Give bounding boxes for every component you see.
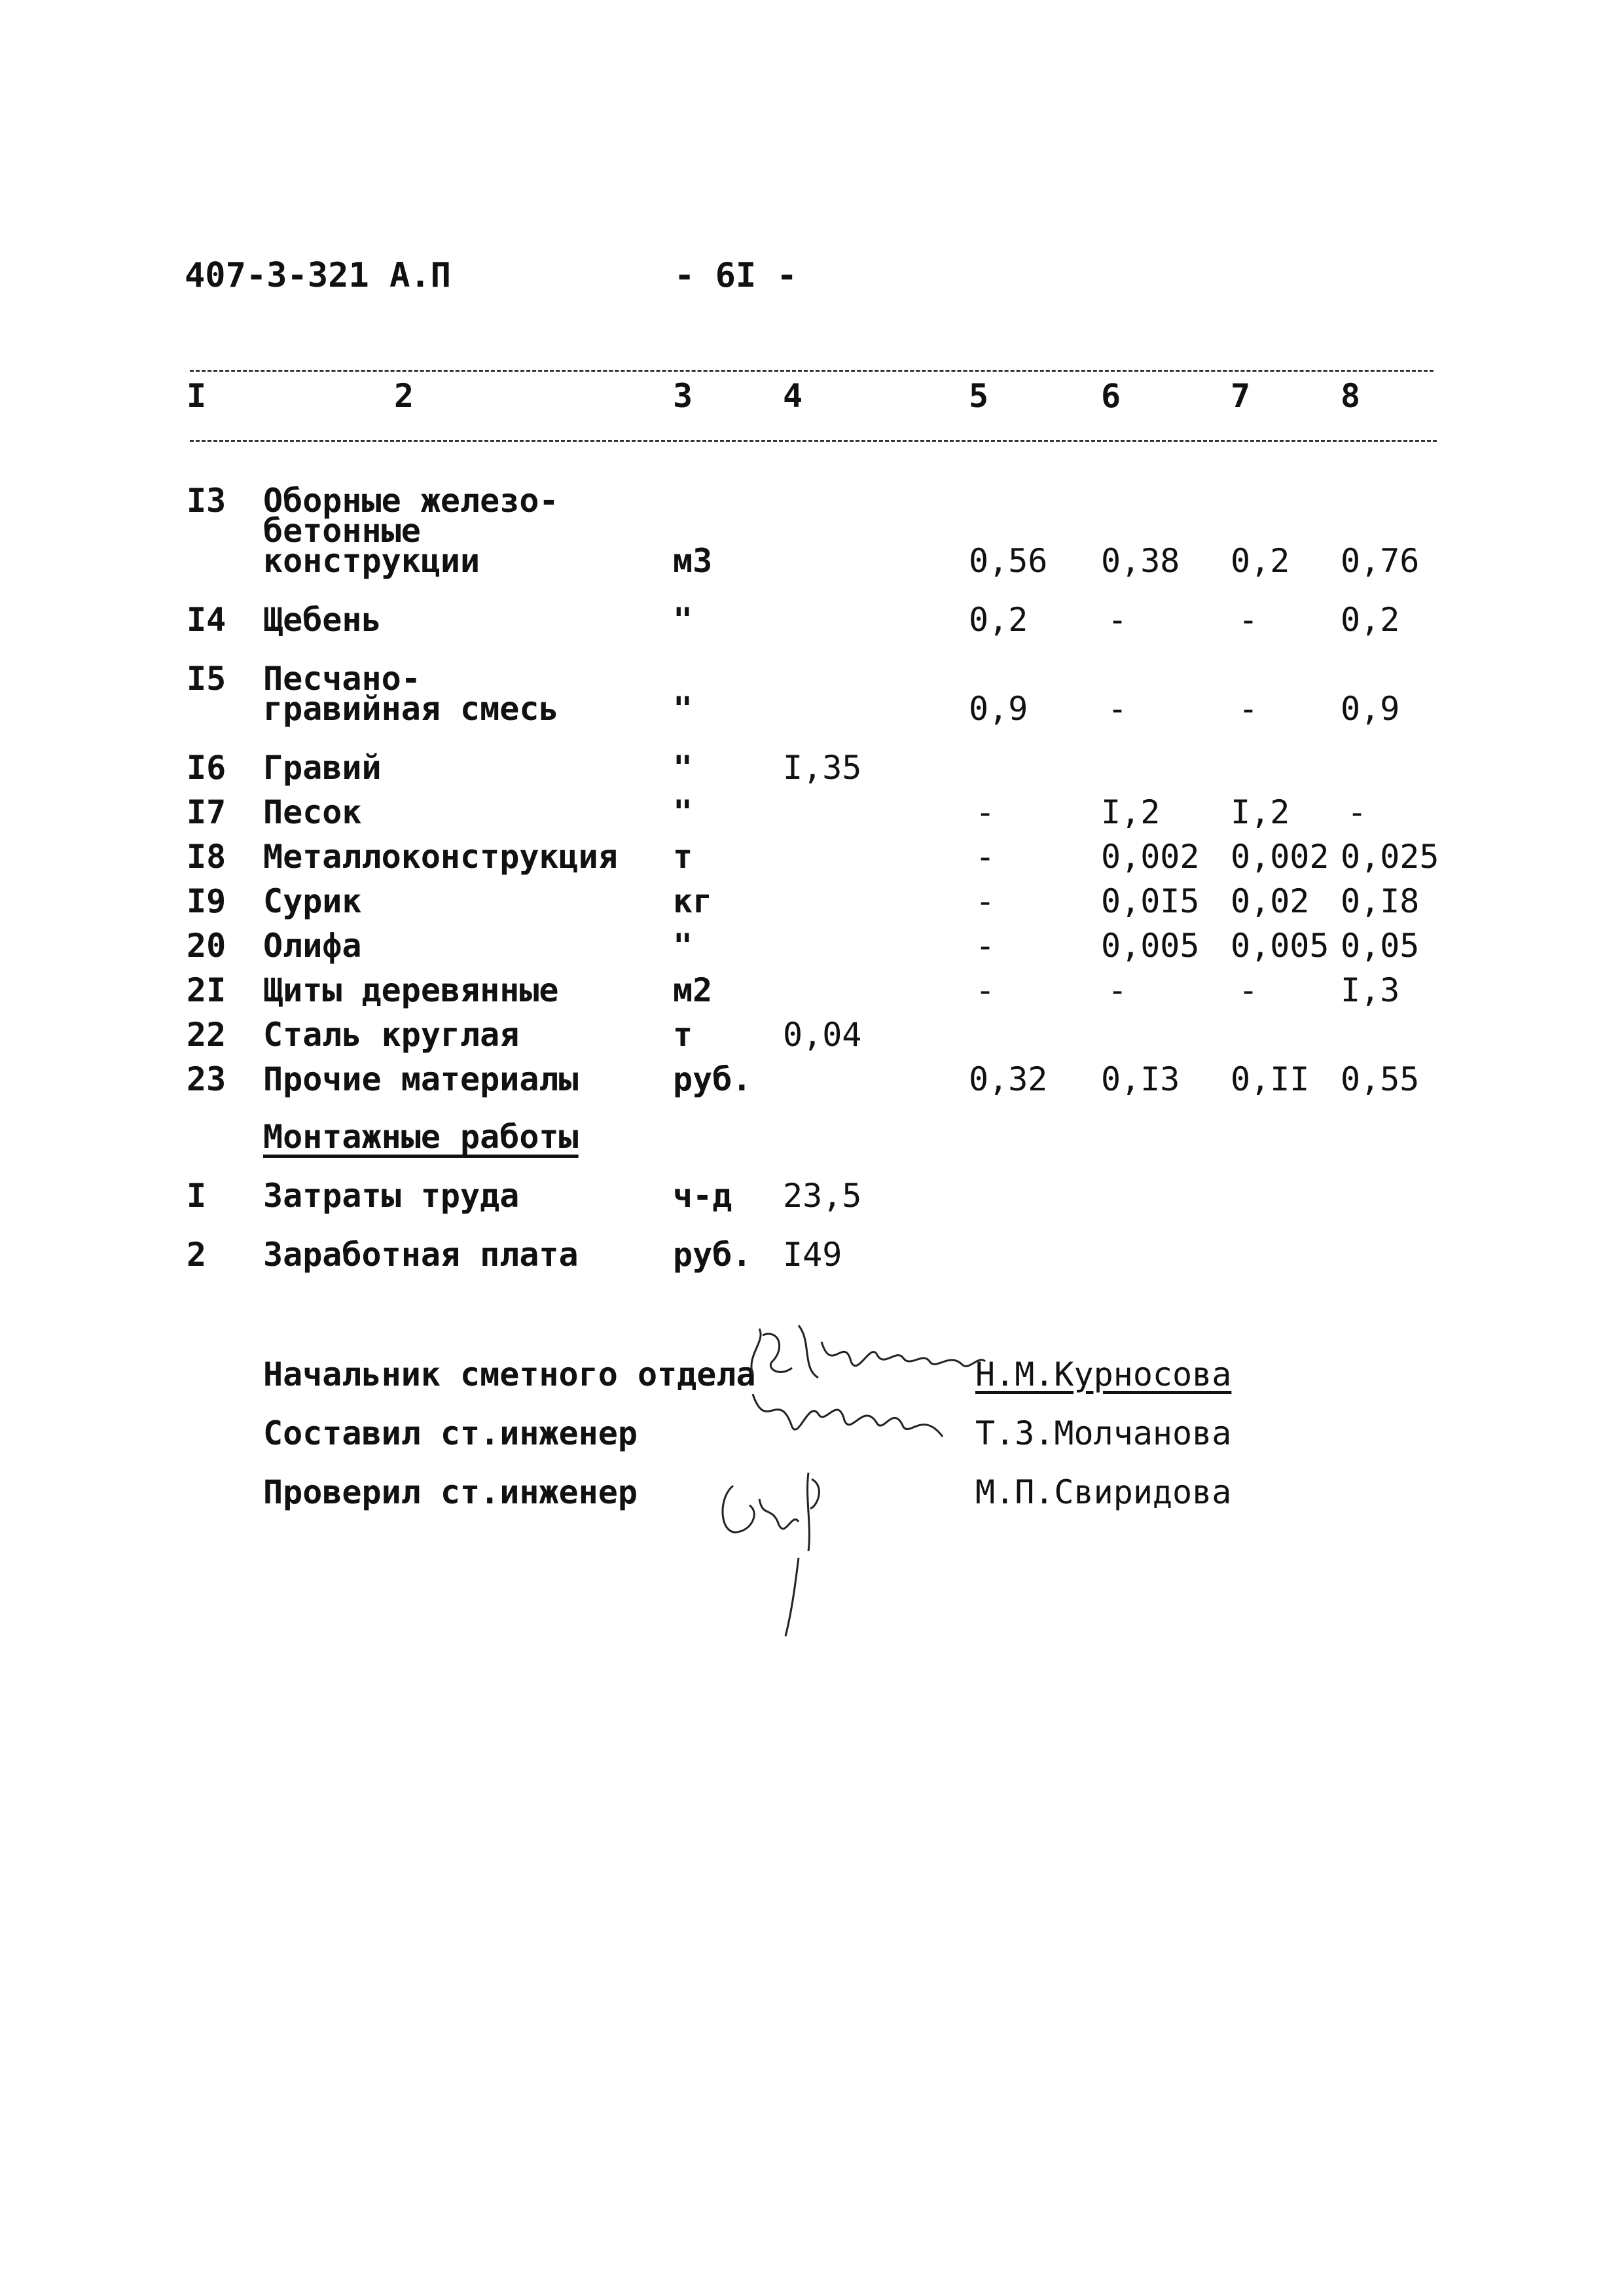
- row-col5: 0,32: [969, 1060, 1048, 1098]
- row-col5: -: [975, 838, 996, 876]
- row-col7: -: [1238, 601, 1259, 639]
- row-col6: -: [1108, 690, 1128, 728]
- row-name-line: Сурик: [263, 882, 362, 920]
- row-number: I: [187, 1177, 207, 1215]
- row-col7: 0,002: [1231, 838, 1329, 876]
- row-unit: т: [673, 1016, 693, 1054]
- signature-name: М.П.Свиридова: [975, 1473, 1232, 1511]
- row-col6: I,2: [1101, 793, 1161, 831]
- row-name-line: Песчано-: [263, 660, 421, 698]
- column-header-6: 6: [1101, 377, 1121, 415]
- row-number: 23: [187, 1060, 226, 1098]
- row-col8: -: [1347, 793, 1367, 831]
- row-unit: ": [673, 690, 693, 728]
- row-unit: м3: [673, 542, 713, 580]
- row-name-line: Олифа: [263, 927, 362, 965]
- row-name-line: Песок: [263, 793, 362, 831]
- row-col8: 0,05: [1341, 927, 1420, 965]
- row-unit: ": [673, 601, 693, 639]
- row-unit: ": [673, 749, 693, 787]
- row-name-line: гравийная смесь: [263, 690, 559, 728]
- section-title: Монтажные работы: [263, 1118, 579, 1156]
- column-header-4: 4: [783, 377, 803, 415]
- row-col5: -: [975, 882, 996, 920]
- row-col5: 0,9: [969, 690, 1028, 728]
- signature-role: Составил ст.инженер: [263, 1414, 638, 1452]
- row-col7: 0,005: [1231, 927, 1329, 965]
- row-unit: ": [673, 927, 693, 965]
- column-header-8: 8: [1341, 377, 1361, 415]
- row-col6: 0,38: [1101, 542, 1180, 580]
- row-number: I3: [187, 482, 226, 520]
- table-header-bottom-rule: [190, 440, 1437, 442]
- row-number: I9: [187, 882, 226, 920]
- row-col4: I49: [783, 1236, 842, 1274]
- row-unit: руб.: [673, 1236, 752, 1274]
- row-number: 22: [187, 1016, 226, 1054]
- row-col8: 0,2: [1341, 601, 1400, 639]
- row-col7: 0,02: [1231, 882, 1310, 920]
- row-col7: -: [1238, 971, 1259, 1009]
- row-name-line: Затраты труда: [263, 1177, 520, 1215]
- table-top-rule: [190, 370, 1434, 372]
- column-header-3: 3: [673, 377, 693, 415]
- row-name-line: Заработная плата: [263, 1236, 579, 1274]
- row-col4: I,35: [783, 749, 862, 787]
- column-header-5: 5: [969, 377, 989, 415]
- signature-name: Т.З.Молчанова: [975, 1414, 1232, 1452]
- row-col6: 0,0I5: [1101, 882, 1200, 920]
- row-col8: 0,025: [1341, 838, 1439, 876]
- row-col8: 0,I8: [1341, 882, 1420, 920]
- document-code: 407-3-321 А.П: [185, 256, 451, 295]
- row-unit: руб.: [673, 1060, 752, 1098]
- row-col6: -: [1108, 971, 1128, 1009]
- handwritten-signature-3: [713, 1460, 844, 1656]
- row-col5: -: [975, 793, 996, 831]
- page-number: - 6I -: [674, 256, 797, 295]
- row-name-line: Щиты деревянные: [263, 971, 559, 1009]
- row-col8: I,3: [1341, 971, 1400, 1009]
- row-col7: -: [1238, 690, 1259, 728]
- row-name-line: Прочие материалы: [263, 1060, 579, 1098]
- signature-name: Н.М.Курносова: [975, 1355, 1232, 1393]
- column-header-1: I: [187, 377, 207, 415]
- row-number: I8: [187, 838, 226, 876]
- row-col7: 0,2: [1231, 542, 1290, 580]
- row-number: I6: [187, 749, 226, 787]
- row-col6: 0,005: [1101, 927, 1200, 965]
- signature-role: Начальник сметного отдела: [263, 1355, 756, 1393]
- row-col4: 23,5: [783, 1177, 862, 1215]
- column-header-7: 7: [1231, 377, 1251, 415]
- row-name-line: Сталь круглая: [263, 1016, 520, 1054]
- row-col4: 0,04: [783, 1016, 862, 1054]
- row-col8: 0,9: [1341, 690, 1400, 728]
- row-name-line: конструкции: [263, 542, 480, 580]
- row-col5: -: [975, 971, 996, 1009]
- row-col5: 0,56: [969, 542, 1048, 580]
- row-col6: 0,I3: [1101, 1060, 1180, 1098]
- row-col7: 0,II: [1231, 1060, 1310, 1098]
- handwritten-signature-2: [746, 1374, 949, 1446]
- row-name-line: Оборные железо-: [263, 482, 559, 520]
- row-unit: ч-д: [673, 1177, 732, 1215]
- row-number: 20: [187, 927, 226, 965]
- row-number: I5: [187, 660, 226, 698]
- row-col8: 0,76: [1341, 542, 1420, 580]
- row-col7: I,2: [1231, 793, 1290, 831]
- row-unit: м2: [673, 971, 713, 1009]
- row-col8: 0,55: [1341, 1060, 1420, 1098]
- row-unit: т: [673, 838, 693, 876]
- row-number: I4: [187, 601, 226, 639]
- row-col5: -: [975, 927, 996, 965]
- row-col5: 0,2: [969, 601, 1028, 639]
- row-number: 2I: [187, 971, 226, 1009]
- row-name-line: бетонные: [263, 512, 421, 550]
- row-unit: кг: [673, 882, 713, 920]
- row-number: 2: [187, 1236, 207, 1274]
- signature-role: Проверил ст.инженер: [263, 1473, 638, 1511]
- row-col6: 0,002: [1101, 838, 1200, 876]
- row-col6: -: [1108, 601, 1128, 639]
- row-name-line: Щебень: [263, 601, 382, 639]
- column-header-2: 2: [394, 377, 414, 415]
- row-unit: ": [673, 793, 693, 831]
- row-number: I7: [187, 793, 226, 831]
- row-name-line: Металлоконструкция: [263, 838, 618, 876]
- row-name-line: Гравий: [263, 749, 382, 787]
